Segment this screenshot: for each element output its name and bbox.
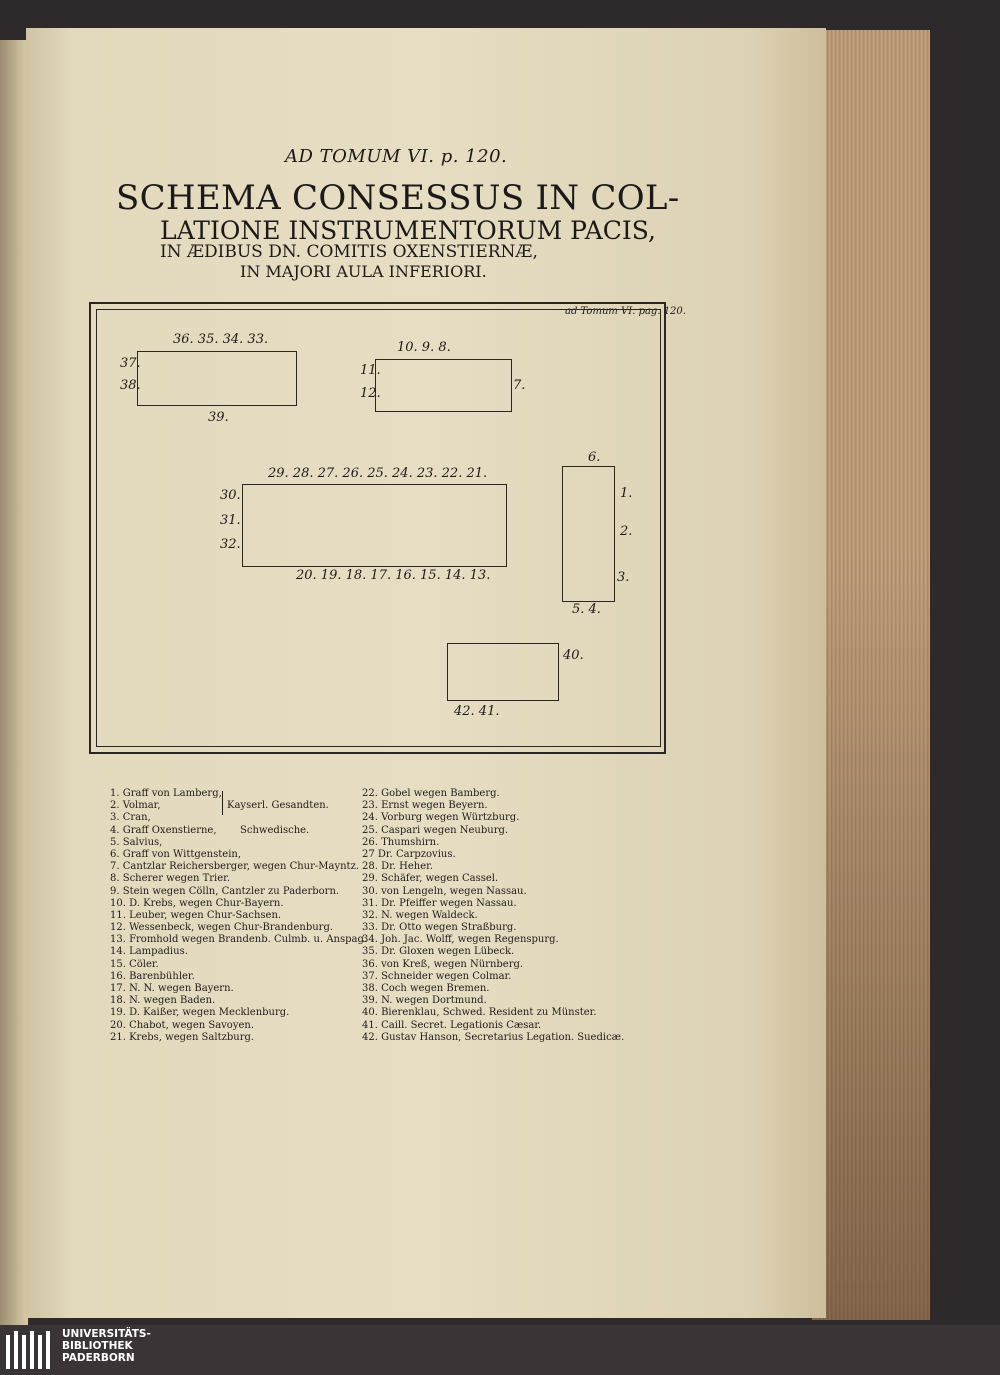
- library-name-line-1: UNIVERSITÄTS-: [62, 1328, 151, 1340]
- legend-entry: 40. Bierenklau, Schwed. Resident zu Münster.: [362, 1007, 597, 1019]
- legend-entry: 36. von Kreß, wegen Nürnberg.: [362, 958, 524, 970]
- table-c-seat-32: 32.: [220, 537, 241, 552]
- table-d-seat-3: 3.: [617, 570, 630, 585]
- left-page-edge: [0, 40, 28, 1325]
- legend-entry: 17. N. N. wegen Bayern.: [110, 983, 234, 994]
- legend-entry: 22. Gobel wegen Bamberg.: [362, 788, 500, 799]
- legend-entry: 28. Dr. Heher.: [362, 861, 433, 873]
- legend-entry: 42. Gustav Hanson, Secretarius Legation. Suedicæ.: [362, 1031, 625, 1043]
- table-d-seat-2: 2.: [620, 524, 633, 539]
- title-line-4: IN MAJORI AULA INFERIORI.: [240, 262, 487, 281]
- legend-entry: 7. Cantzlar Reichersberger, wegen Chur-Mayntz.: [110, 861, 360, 873]
- legend-entry: 21. Krebs, wegen Saltzburg.: [110, 1031, 255, 1043]
- legend-entry: 3. Cran,: [110, 812, 151, 824]
- table-e-seat-40: 40.: [563, 648, 584, 663]
- legend-entry: 13. Fromhold wegen Brandenb. Culmb. u. Anspag.: [110, 934, 368, 946]
- library-name-line-3: PADERBORN: [62, 1352, 135, 1364]
- table-a: [137, 351, 297, 406]
- table-a-seat-37: 37.: [120, 356, 141, 371]
- table-b-seat-7: 7.: [513, 378, 526, 393]
- legend-entry: 16. Barenbühler.: [110, 970, 195, 982]
- legend-entry: 25. Caspari wegen Neuburg.: [362, 824, 509, 836]
- title-line-2: LATIONE INSTRUMENTORUM PACIS,: [160, 216, 656, 245]
- table-a-seat-39: 39.: [208, 410, 229, 425]
- plate-reference: ad Tomum VI. pag. 120.: [565, 306, 686, 317]
- legend-entry: 38. Coch wegen Bremen.: [362, 983, 490, 994]
- legend-entry: 19. D. Kaißer, wegen Mecklenburg.: [110, 1007, 290, 1019]
- table-c: [242, 484, 507, 567]
- table-a-seat-38: 38.: [120, 378, 141, 393]
- legend-entry: 37. Schneider wegen Colmar.: [362, 970, 512, 982]
- legend-entry: 6. Graff von Wittgenstein,: [110, 848, 242, 860]
- legend-entry: 20. Chabot, wegen Savoyen.: [110, 1019, 255, 1031]
- table-c-bottom-seats: 20. 19. 18. 17. 16. 15. 14. 13.: [296, 568, 491, 583]
- legend-entry: 26. Thumshirn.: [362, 836, 440, 848]
- legend-entry: 15. Cöler.: [110, 958, 159, 970]
- library-logo-icon: [6, 1331, 50, 1369]
- table-e: [447, 643, 559, 701]
- legend-entry: 41. Caill. Secret. Legationis Cæsar.: [362, 1019, 542, 1031]
- legend-entry: 30. von Lengeln, wegen Nassau.: [362, 885, 527, 897]
- legend-entry: 9. Stein wegen Cölln, Cantzler zu Paderborn.: [110, 885, 340, 897]
- table-d: [562, 466, 615, 602]
- table-b-seat-12: 12.: [360, 386, 381, 401]
- table-d-seats-5-4: 5. 4.: [572, 602, 601, 617]
- table-b-seat-11: 11.: [360, 363, 381, 378]
- table-e-seats-42-41: 42. 41.: [454, 704, 500, 719]
- legend-entry: 5. Salvius,: [110, 836, 163, 848]
- imperial-brace: [216, 791, 223, 815]
- table-b-top-seats: 10. 9. 8.: [397, 340, 451, 355]
- table-d-seat-6: 6.: [588, 450, 601, 465]
- legend-entry: 35. Dr. Gloxen wegen Lübeck.: [362, 946, 515, 958]
- legend-entry: 24. Vorburg wegen Würtzburg.: [362, 812, 520, 824]
- table-a-top-seats: 36. 35. 34. 33.: [173, 332, 269, 347]
- legend-entry: 31. Dr. Pfeiffer wegen Nassau.: [362, 897, 517, 909]
- library-name: [62, 1328, 151, 1364]
- legend-entry: 34. Joh. Jac. Wolff, wegen Regenspurg.: [362, 934, 559, 946]
- legend-left-column: [110, 788, 367, 1044]
- legend-entry: 8. Scherer wegen Trier.: [110, 873, 231, 885]
- legend-entry: 12. Wessenbeck, wegen Chur-Brandenburg.: [110, 922, 334, 934]
- legend-entry: 27 Dr. Carpzovius.: [362, 848, 456, 860]
- volume-reference: AD TOMUM VI. p. 120.: [285, 146, 508, 167]
- legend-entry: 39. N. wegen Dortmund.: [362, 995, 487, 1007]
- legend-entry: 4. Graff Oxenstierne,: [110, 824, 217, 836]
- legend-right-column: [362, 788, 624, 1044]
- legend-entry: 2. Volmar,: [110, 800, 161, 812]
- legend-entry: 11. Leuber, wegen Chur-Sachsen.: [110, 909, 282, 921]
- legend-entry: 1. Graff von Lamberg,: [110, 788, 222, 799]
- legend-entry: 32. N. wegen Waldeck.: [362, 909, 478, 921]
- legend-entry: 18. N. wegen Baden.: [110, 995, 216, 1007]
- legend-entry: 14. Lampadius.: [110, 946, 188, 958]
- legend-entry: 23. Ernst wegen Beyern.: [362, 800, 488, 812]
- page-block-shadow: [812, 30, 930, 1320]
- table-c-top-seats: 29. 28. 27. 26. 25. 24. 23. 22. 21.: [268, 466, 488, 481]
- brace-label-imperial: Kayserl. Gesandten.: [227, 800, 329, 811]
- title-line-3: IN ÆDIBUS DN. COMITIS OXENSTIERNÆ,: [160, 242, 538, 262]
- legend-entry: 10. D. Krebs, wegen Chur-Bayern.: [110, 897, 284, 909]
- table-d-seat-1: 1.: [620, 486, 633, 501]
- legend-entry: 29. Schäfer, wegen Cassel.: [362, 873, 499, 885]
- brace-label-swedish: Schwedische.: [240, 825, 310, 836]
- table-c-seat-30: 30.: [220, 488, 241, 503]
- title-line-1: SCHEMA CONSESSUS IN COL-: [116, 178, 680, 218]
- table-c-seat-31: 31.: [220, 513, 241, 528]
- table-b: [375, 359, 512, 412]
- library-name-line-2: BIBLIOTHEK: [62, 1340, 133, 1352]
- legend-entry: 33. Dr. Otto wegen Straßburg.: [362, 922, 517, 934]
